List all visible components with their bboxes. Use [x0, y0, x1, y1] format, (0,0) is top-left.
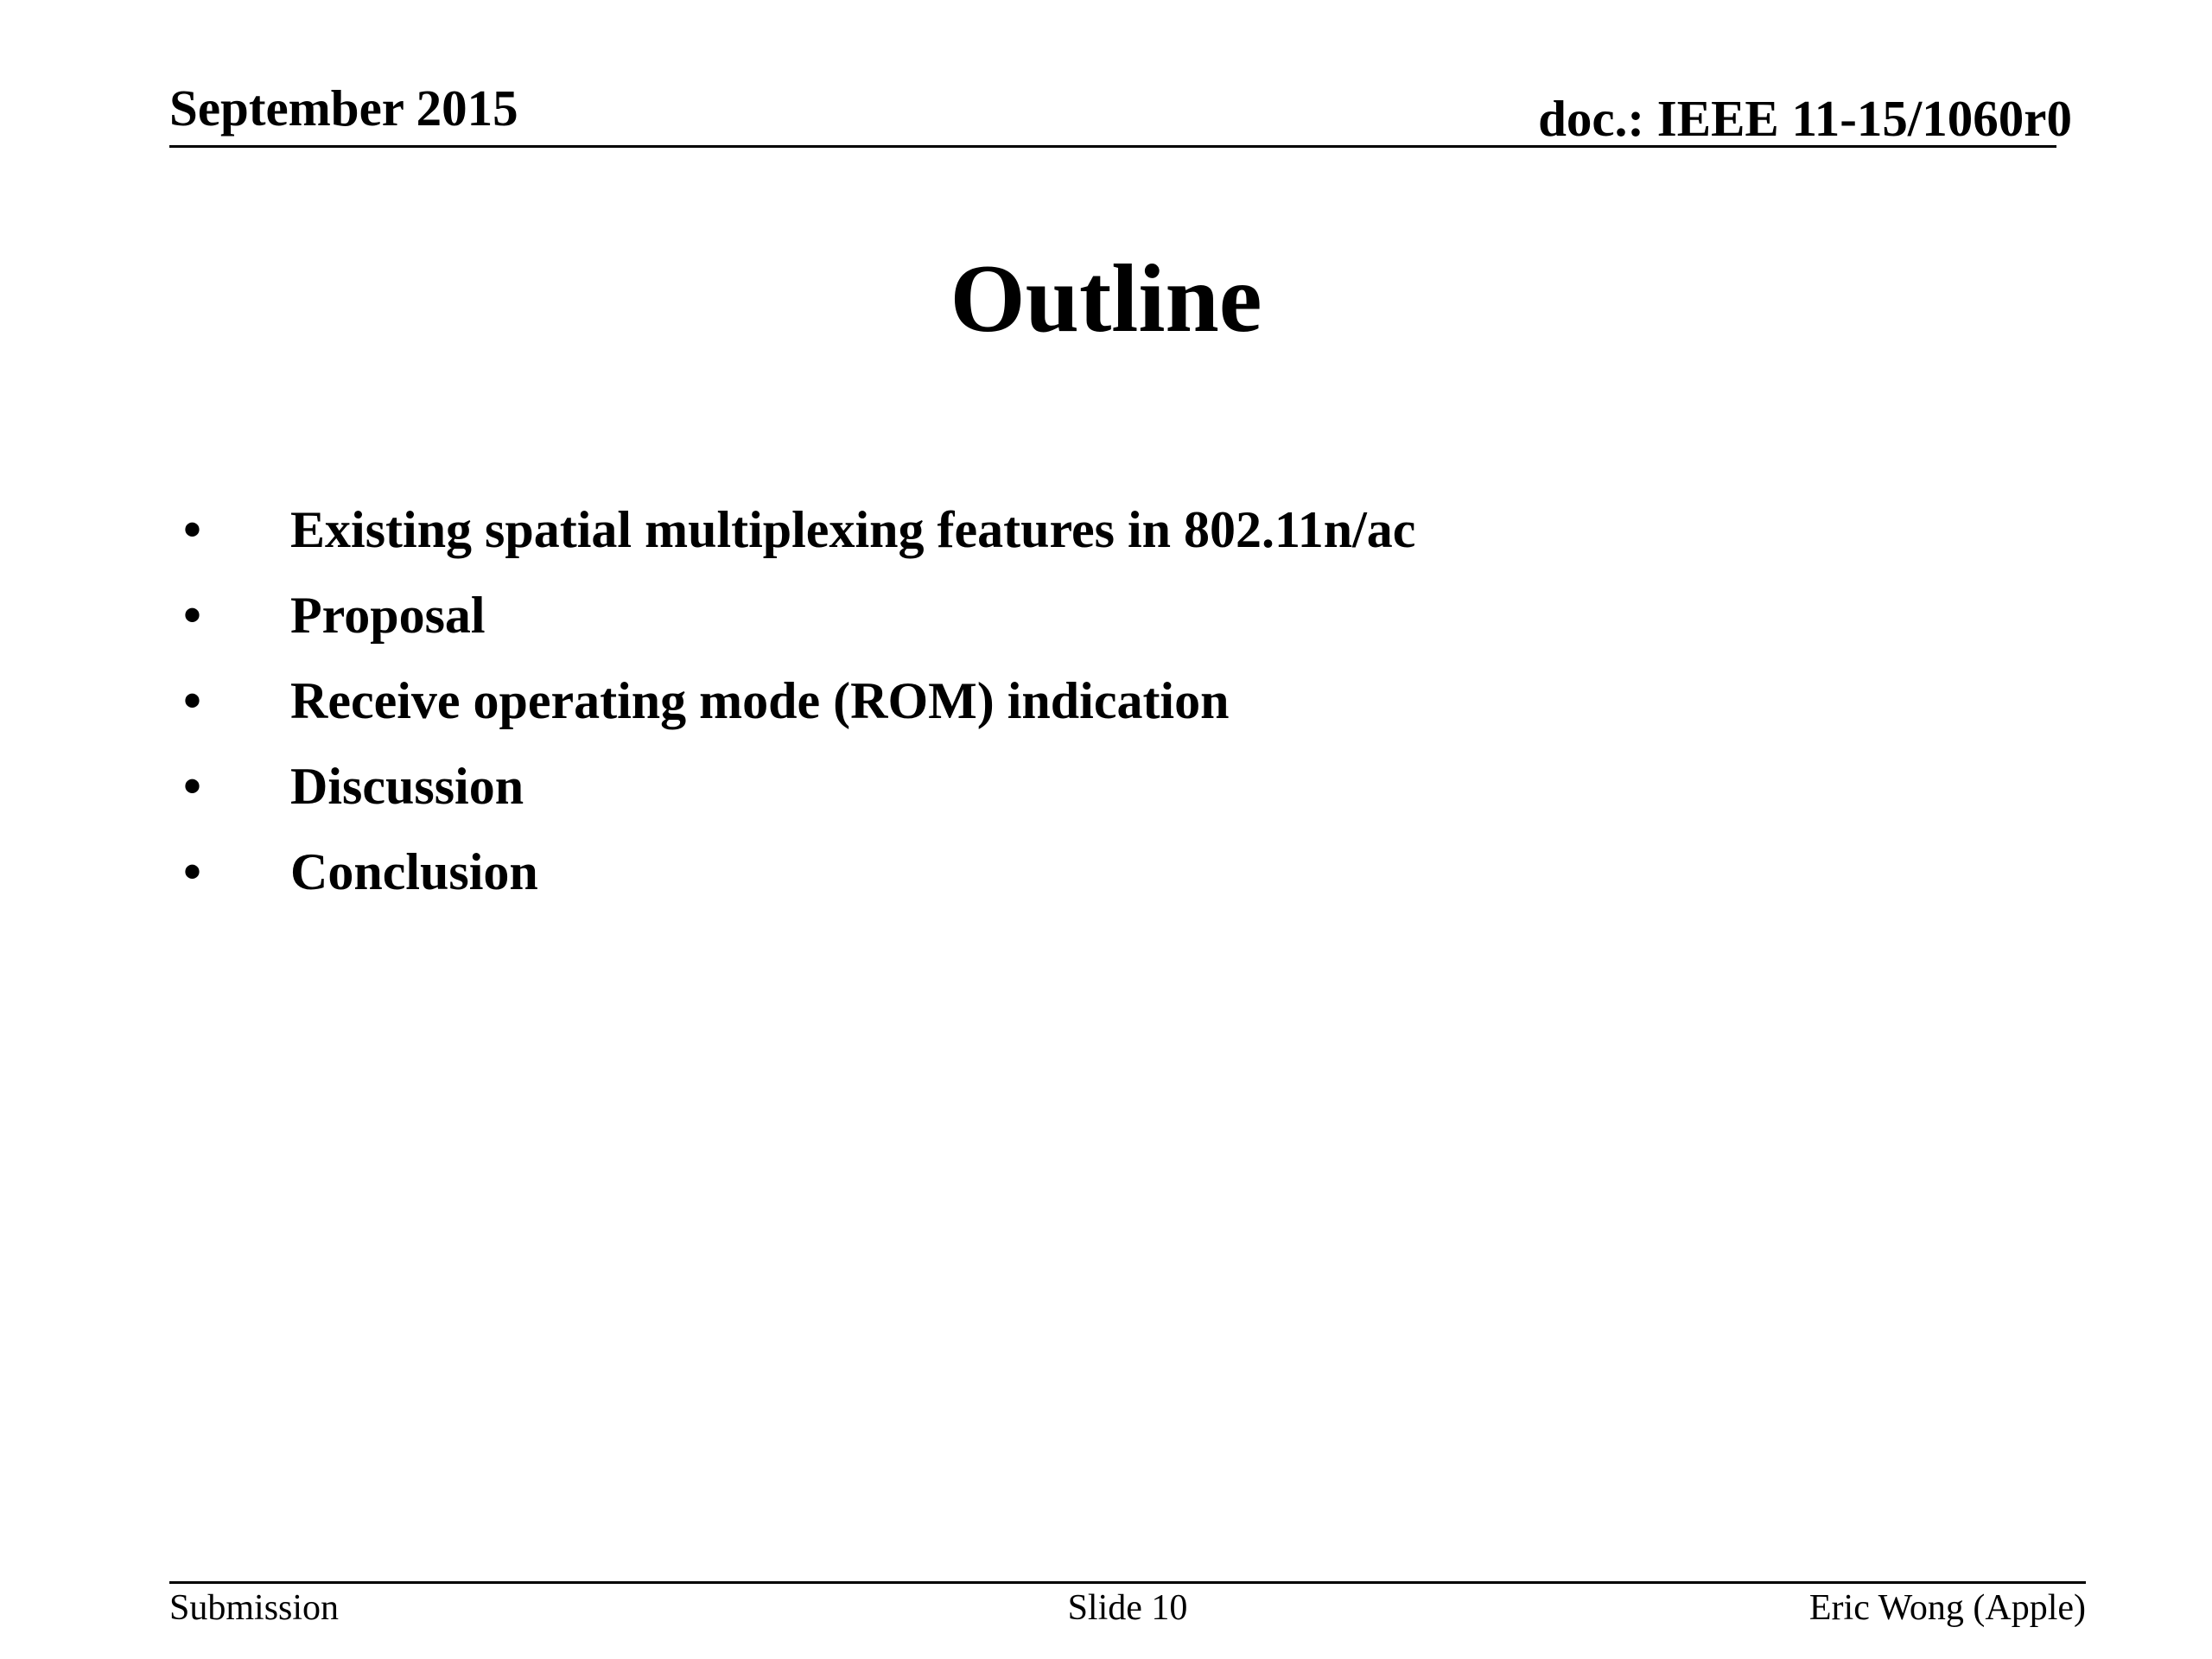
bullet-marker-icon: •	[183, 672, 202, 729]
bullet-item	[183, 752, 1415, 837]
bullet-text: Existing spatial multiplexing features in 802.11n/ac	[290, 501, 1416, 558]
bullet-list	[183, 495, 1415, 923]
bullet-text: Discussion	[290, 758, 524, 815]
header-divider	[169, 145, 2056, 148]
header-doc-id: doc.: IEEE 11-15/1060r0	[1538, 90, 2072, 147]
footer-divider	[169, 1581, 2086, 1584]
bullet-text: Receive operating mode (ROM) indication	[290, 672, 1230, 729]
bullet-marker-icon: •	[183, 758, 202, 815]
header-date: September 2015	[169, 79, 518, 137]
footer-slide-number: Slide 10	[1067, 1588, 1188, 1628]
bullet-marker-icon: •	[183, 843, 202, 900]
bullet-item	[183, 666, 1415, 752]
bullet-text: Proposal	[290, 587, 486, 644]
bullet-item	[183, 495, 1415, 581]
footer-author: Eric Wong (Apple)	[1808, 1588, 2086, 1628]
bullet-text: Conclusion	[290, 843, 538, 900]
bullet-marker-icon: •	[183, 501, 202, 558]
bullet-item	[183, 581, 1415, 666]
slide-title: Outline	[950, 245, 1262, 353]
bullet-marker-icon: •	[183, 587, 202, 644]
bullet-item	[183, 837, 1415, 923]
footer-submission: Submission	[169, 1588, 340, 1628]
